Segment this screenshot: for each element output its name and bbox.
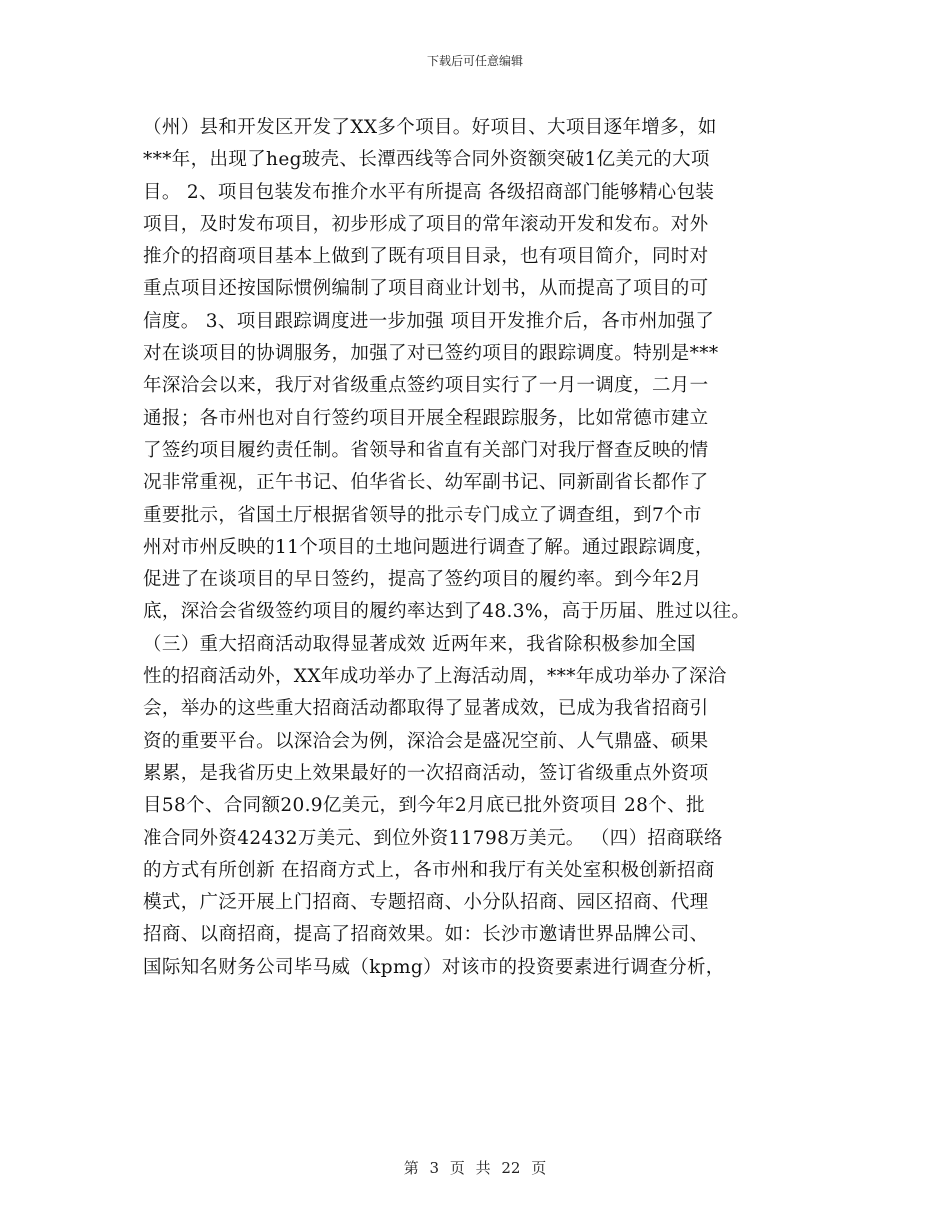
text-line: 州对市州反映的11个项目的土地问题进行调查了解。通过跟踪调度， bbox=[143, 536, 714, 558]
document-body bbox=[143, 112, 823, 984]
text-line: 目。 2、项目包装发布推介水平有所提高 各级招商部门能够精心包装 bbox=[143, 181, 715, 203]
text-line: 重要批示，省国土厅根据省领导的批示专门成立了调查组，到7个市 bbox=[143, 504, 702, 526]
text-line: 推介的招商项目基本上做到了既有项目目录，也有项目简介，同时对 bbox=[143, 246, 709, 268]
text-line: 国际知名财务公司毕马威（kpmg）对该市的投资要素进行调查分析， bbox=[143, 956, 725, 978]
text-line: 资的重要平台。以深洽会为例，深洽会是盛况空前、人气鼎盛、硕果 bbox=[143, 730, 709, 752]
text-line: 准合同外资42432万美元、到位外资11798万美元。 （四）招商联络 bbox=[143, 827, 723, 849]
text-line: 对在谈项目的协调服务，加强了对已签约项目的跟踪调度。特别是*** bbox=[143, 343, 719, 365]
text-line: 模式，广泛开展上门招商、专题招商、小分队招商、园区招商、代理 bbox=[143, 892, 709, 914]
text-line: 的方式有所创新 在招商方式上，各市州和我厅有关处室积极创新招商 bbox=[143, 859, 715, 881]
text-line: 重点项目还按国际惯例编制了项目商业计划书，从而提高了项目的可 bbox=[143, 278, 709, 300]
text-line: 性的招商活动外，XX年成功举办了上海活动周，***年成功举办了深洽 bbox=[143, 666, 727, 688]
text-line: 况非常重视，正午书记、伯华省长、幼军副书记、同新副省长都作了 bbox=[143, 472, 709, 494]
text-line: （三）重大招商活动取得显著成效 近两年来，我省除积极参加全国 bbox=[143, 633, 696, 655]
text-line: 了签约项目履约责任制。省领导和省直有关部门对我厅督查反映的情 bbox=[143, 439, 709, 461]
page-footer: 第 3 页 共 22 页 bbox=[403, 1159, 547, 1177]
text-line: 促进了在谈项目的早日签约，提高了签约项目的履约率。到今年2月 bbox=[143, 569, 702, 591]
text-line: ***年，出现了heg玻壳、长潭西线等合同外资额突破1亿美元的大项 bbox=[143, 149, 710, 171]
text-line: 信度。 3、项目跟踪调度进一步加强 项目开发推介后，各市州加强了 bbox=[143, 310, 715, 332]
page-header: 下载后可任意编辑 bbox=[426, 54, 523, 68]
text-line: 目58个、合同额20.9亿美元，到今年2月底已批外资项目 28个、批 bbox=[143, 795, 705, 817]
text-line: 底，深洽会省级签约项目的履约率达到了48.3%，高于历届、胜过以往。 bbox=[143, 601, 751, 623]
text-line: 年深洽会以来，我厅对省级重点签约项目实行了一月一调度，二月一 bbox=[143, 375, 709, 397]
text-line: 招商、以商招商，提高了招商效果。如：长沙市邀请世界品牌公司、 bbox=[143, 924, 709, 946]
text-line: 累累，是我省历史上效果最好的一次招商活动，签订省级重点外资项 bbox=[143, 762, 709, 784]
text-line: 会，举办的这些重大招商活动都取得了显著成效，已成为我省招商引 bbox=[143, 698, 709, 720]
text-line: （州）县和开发区开发了XX多个项目。好项目、大项目逐年增多，如 bbox=[143, 117, 717, 138]
text-line: 通报；各市州也对自行签约项目开展全程跟踪服务，比如常德市建立 bbox=[143, 407, 709, 429]
text-line: 项目，及时发布项目，初步形成了项目的常年滚动开发和发布。对外 bbox=[143, 213, 709, 235]
